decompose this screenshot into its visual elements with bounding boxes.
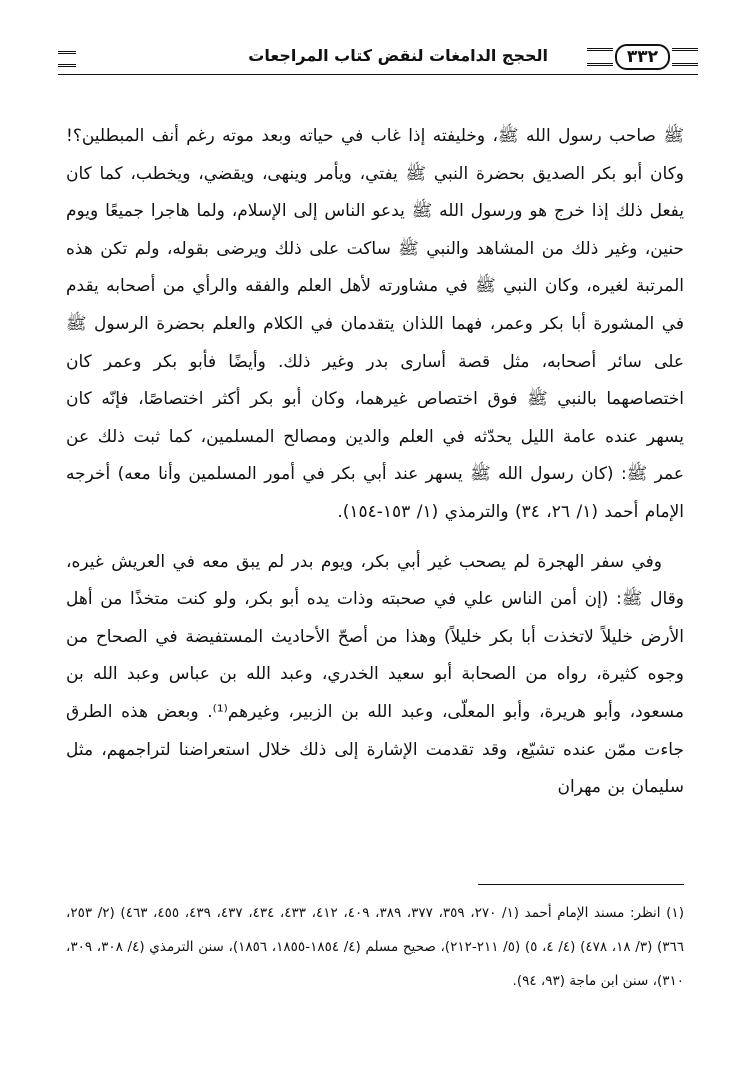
footnote-separator bbox=[478, 884, 684, 885]
ornament-icon bbox=[672, 48, 698, 66]
paragraph: وفي سفر الهجرة لم يصحب غير أبي بكر، ويوم بدر لم يبق معه في العريش غيره، وقال ﷺ: (إن أمن الناس علي في صحبته وذات يده أبو بكر، ولو كنت متخذًا من أهل الأرض خليلاً لاتخذت أبا بكر خليلاً) وهذا من أصحّ الأحاديث المستفيضة في الصحاح من وجوه كثيرة، رواه من الصحابة أبو سعيد الخدري، وعبد الله بن عباس وعبد الله بن مسعود، وأبو هريرة، وأبو المعلّى، وعبد الله بن الزبير، وغيرهم⁽¹⁾. وبعض هذه الطرق جاءت ممّن عنده تشيّع، وقد تقدمت الإشارة إلى ذلك خلال استعراضنا لتراجمهم، مثل سليمان بن مهران bbox=[66, 551, 684, 798]
page-number-badge bbox=[587, 44, 698, 70]
paragraph: ﷺ صاحب رسول الله ﷺ، وخليفته إذا غاب في حياته وبعد موته رغم أنف المبطلين؟! وكان أبو بكر الصديق بحضرة النبي ﷺ يفتي، ويأمر وينهى، ويقضي، ويخطب، كما كان يفعل ذلك إذا خرج هو ورسول الله ﷺ يدعو الناس إلى الإسلام، ولما هاجرا جميعًا ويوم حنين، وغير ذلك من المشاهد والنبي ﷺ ساكت على ذلك ويرضى بقوله، ولم تكن هذه المرتبة لغيره، وكان النبي ﷺ في مشاورته لأهل العلم والفقه والرأي من أصحابه يقدم في المشورة أبا بكر وعمر، فهما اللذان يتقدمان في الكلام والعلم بحضرة الرسول ﷺ على سائر أصحابه، مثل قصة أسارى بدر وغير ذلك. وأيضًا فأبو بكر وعمر كان اختصاصهما بالنبي ﷺ فوق اختصاص غيرهما، وكان أبو بكر أكثر اختصاصًا، فإنّه كان يسهر عنده عامة الليل يحدّثه في العلم والدين ومصالح المسلمين، كما ثبت ذلك عن عمر ﷺ: (كان رسول الله ﷺ يسهر عند أبي بكر في أمور المسلمين وأنا معه) أخرجه الإمام أحمد (١/ ٢٦، ٣٤) والترمذي (١/ ١٥٣-١٥٤). bbox=[66, 126, 684, 522]
footnote: (١) انظر: مسند الإمام أحمد (١/ ٢٧٠، ٣٥٩، ٣٧٧، ٣٨٩، ٤٠٩، ٤١٢، ٤٣٣، ٤٣٤، ٤٣٧، ٤٣٩، ٤٥٥، ٤٦٣) (٢/ ٢٥٣، ٣٦٦) (٣/ ١٨، ٤٧٨) (٤/ ٤، ٥) (٥/ ٢١١-٢١٢)، صحيح مسلم (٤/ ١٨٥٤-١٨٥٥، ١٨٥٦)، سنن الترمذي (٤/ ٣٠٨، ٣٠٩، ٣١٠)، سنن ابن ماجة (٩٣، ٩٤). bbox=[66, 905, 685, 989]
main-text bbox=[66, 118, 684, 807]
footnotes bbox=[66, 896, 684, 998]
header-rule bbox=[58, 74, 698, 75]
running-title: الحجج الدامغات لنقض كتاب المراجعات bbox=[248, 46, 548, 65]
ornament-icon bbox=[58, 51, 76, 67]
ornament-icon bbox=[587, 48, 613, 66]
page-number: ٣٣٢ bbox=[615, 44, 670, 70]
page-header bbox=[58, 42, 698, 76]
